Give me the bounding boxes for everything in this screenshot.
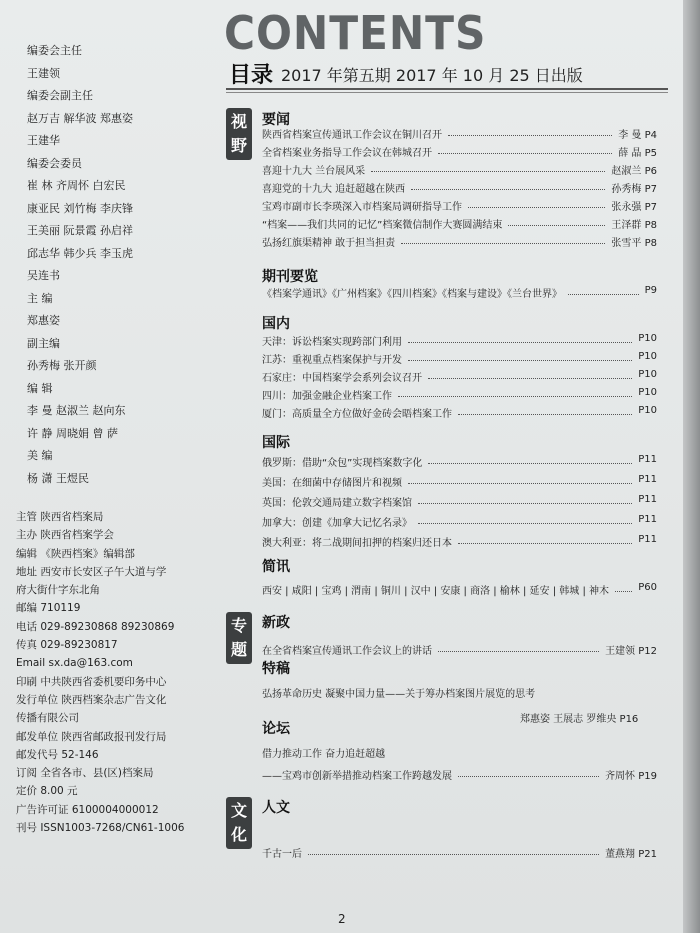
publication-line: 定价 8.00 元 bbox=[16, 785, 78, 798]
toc-entry-page: 李 曼 P4 bbox=[618, 130, 657, 141]
dot-leader bbox=[438, 153, 612, 154]
toc-entry-page: 王泽群 P8 bbox=[611, 220, 657, 231]
publication-line: 传真 029-89230817 bbox=[16, 639, 118, 652]
dot-leader bbox=[418, 523, 632, 524]
staff-line: 崔 林 齐周怀 白宏民 bbox=[27, 179, 126, 192]
dot-leader bbox=[428, 378, 632, 379]
toc-entry[interactable] bbox=[262, 369, 657, 385]
toc-entry-page: 孙秀梅 P7 bbox=[611, 184, 657, 195]
publication-line: 发行单位 陕西档案杂志广告文化 bbox=[16, 693, 167, 706]
toc-entry[interactable] bbox=[262, 845, 657, 861]
toc-entry-page: P10 bbox=[638, 405, 657, 416]
toc-entry-page: 薛 晶 P5 bbox=[618, 148, 657, 159]
staff-line: 编委会副主任 bbox=[27, 89, 93, 102]
toc-entry-page: 齐周怀 P19 bbox=[605, 771, 657, 782]
dot-leader bbox=[408, 360, 632, 361]
toc-entry[interactable] bbox=[262, 285, 657, 301]
toc-entry[interactable] bbox=[262, 162, 657, 178]
publication-line: 邮发代号 52-146 bbox=[16, 748, 99, 761]
toc-entry-title: 加拿大：创建《加拿大记忆名录》 bbox=[262, 518, 412, 529]
header-rule bbox=[226, 88, 668, 90]
dot-leader bbox=[308, 854, 599, 855]
toc-entry[interactable] bbox=[262, 514, 657, 530]
toc-entry-page: 张永强 P7 bbox=[611, 202, 657, 213]
toc-entry[interactable] bbox=[262, 234, 657, 250]
dot-leader bbox=[458, 776, 599, 777]
staff-line: 王建领 bbox=[27, 66, 60, 80]
page-binding bbox=[683, 0, 700, 933]
toc-entry-page: 董燕翔 P21 bbox=[605, 849, 657, 860]
tegao-ref: 郑惠姿 王展志 罗维央 P16 bbox=[520, 714, 639, 725]
toc-entry-title: 陕西省档案宣传通讯工作会议在铜川召开 bbox=[262, 130, 442, 141]
toc-entry-title: 美国：在细菌中存储图片和视频 bbox=[262, 478, 402, 489]
section-guoji: 国际 bbox=[262, 435, 290, 451]
toc-entry-page: P9 bbox=[644, 285, 657, 296]
toc-entry-page: P10 bbox=[638, 333, 657, 344]
publication-info bbox=[16, 508, 216, 837]
publication-line: Email sx.da@163.com bbox=[16, 657, 133, 670]
staff-line: 康亚民 刘竹梅 李庆锋 bbox=[27, 201, 133, 215]
staff-line: 王美丽 阮景霞 孙启祥 bbox=[27, 224, 133, 237]
toc-entry[interactable] bbox=[262, 582, 657, 598]
editorial-board bbox=[27, 40, 217, 490]
staff-line: 编委会主任 bbox=[27, 44, 82, 57]
toc-entry-title: 天津：诉讼档案实现跨部门利用 bbox=[262, 337, 402, 348]
dot-leader bbox=[448, 135, 612, 136]
toc-entry-title: 《档案学通讯》《广州档案》《四川档案》《档案与建设》《兰台世界》 bbox=[262, 289, 562, 300]
publication-line: 电话 029-89230868 89230869 bbox=[16, 620, 175, 633]
section-guonei: 国内 bbox=[262, 316, 290, 332]
staff-line: 邱志华 韩少兵 李玉虎 bbox=[27, 246, 133, 260]
tab-shiye-label: 视野 bbox=[230, 112, 247, 155]
publication-line: 编辑 《陕西档案》编辑部 bbox=[16, 547, 135, 560]
staff-line: 孙秀梅 张开颜 bbox=[27, 359, 97, 372]
toc-entry-title: 在全省档案宣传通讯工作会议上的讲话 bbox=[262, 646, 432, 657]
dot-leader bbox=[418, 503, 632, 504]
toc-entry[interactable] bbox=[262, 333, 657, 349]
tab-zhuanti bbox=[226, 612, 252, 664]
toc-entry-title: 厦门：高质量全方位做好金砖会晤档案工作 bbox=[262, 409, 452, 420]
staff-line: 许 静 周晓娟 曾 萨 bbox=[27, 426, 118, 440]
toc-entry-page: P11 bbox=[638, 454, 657, 465]
dot-leader bbox=[468, 207, 605, 208]
staff-line: 郑惠姿 bbox=[27, 314, 60, 327]
staff-line: 赵万吉 解华波 郑惠姿 bbox=[27, 111, 133, 125]
toc-entry[interactable] bbox=[262, 387, 657, 403]
toc-entry-title: 西安 | 咸阳 | 宝鸡 | 渭南 | 铜川 | 汉中 | 安康 | 商洛 | 榆林 | 延安 | 韩城 | 神木 bbox=[262, 586, 609, 597]
toc-entry-page: P11 bbox=[638, 474, 657, 485]
publication-line: 广告许可证 6100004000012 bbox=[16, 803, 159, 816]
publication-line: 传播有限公司 bbox=[16, 712, 79, 725]
toc-entry-title: 江苏：重视重点档案保护与开发 bbox=[262, 355, 402, 366]
toc-entry-title: 石家庄：中国档案学会系列会议召开 bbox=[262, 373, 422, 384]
toc-entry[interactable] bbox=[262, 494, 657, 510]
mulu-heading: 目录 bbox=[229, 63, 274, 88]
publication-line: 印刷 中共陕西省委机要印务中心 bbox=[16, 675, 167, 688]
toc-entry-title: 弘扬红旗渠精神 敢于担当担责 bbox=[262, 238, 396, 249]
dot-leader bbox=[438, 651, 599, 652]
publication-line: 订阅 全省各市、县(区)档案局 bbox=[16, 767, 154, 780]
tegao-title[interactable]: 弘扬革命历史 凝聚中国力量——关于筹办档案图片展览的思考 bbox=[262, 689, 536, 700]
toc-entry[interactable] bbox=[262, 144, 657, 160]
tab-wenhua-label: 文化 bbox=[230, 801, 247, 844]
staff-line: 美 编 bbox=[27, 449, 53, 462]
issue-date: 2017 年第五期 2017 年 10 月 25 日出版 bbox=[281, 66, 583, 85]
page-number: 2 bbox=[338, 912, 346, 926]
publication-line: 邮发单位 陕西省邮政报刊发行局 bbox=[16, 730, 167, 743]
tab-shiye bbox=[226, 108, 252, 160]
toc-entry-title: 喜迎十九大 兰台展风采 bbox=[262, 166, 366, 177]
toc-entry-page: P11 bbox=[638, 494, 657, 505]
header-rule-thin bbox=[226, 92, 668, 93]
dot-leader bbox=[401, 243, 605, 244]
toc-entry-page: 王建领 P12 bbox=[605, 646, 657, 657]
section-xinzheng: 新政 bbox=[262, 615, 290, 631]
section-qikan: 期刊要览 bbox=[262, 269, 318, 285]
toc-entry[interactable] bbox=[262, 180, 657, 196]
dot-leader bbox=[408, 483, 632, 484]
tab-zhuanti-label: 专题 bbox=[230, 616, 247, 659]
staff-line: 杨 潇 王煜民 bbox=[27, 471, 89, 485]
publication-line: 主管 陕西省档案局 bbox=[16, 511, 104, 523]
toc-entry-title: 四川：加强金融企业档案工作 bbox=[262, 391, 392, 402]
dot-leader bbox=[458, 414, 632, 415]
tab-wenhua bbox=[226, 797, 252, 849]
dot-leader bbox=[371, 171, 605, 172]
dot-leader bbox=[508, 225, 605, 226]
section-luntan: 论坛 bbox=[262, 721, 290, 737]
staff-line: 王建华 bbox=[27, 134, 60, 147]
toc-entry-page: 赵淑兰 P6 bbox=[611, 166, 657, 177]
toc-entry-page: P60 bbox=[638, 582, 657, 593]
toc-entry-title: “档案——我们共同的记忆”档案微信制作大赛圆满结束 bbox=[262, 220, 503, 231]
toc-entry-page: P10 bbox=[638, 351, 657, 362]
staff-line: 李 曼 赵淑兰 赵向东 bbox=[27, 404, 126, 417]
toc-entry-page: P11 bbox=[638, 514, 657, 525]
toc-entry-title: ——宝鸡市创新举措推动档案工作跨越发展 bbox=[262, 771, 452, 782]
section-jianxun: 简讯 bbox=[262, 559, 290, 575]
publication-line: 刊号 ISSN1003-7268/CN61-1006 bbox=[16, 822, 185, 835]
staff-list bbox=[27, 40, 217, 490]
toc-entry-title: 英国：伦敦交通局建立数字档案馆 bbox=[262, 498, 412, 509]
toc-entry-page: P11 bbox=[638, 534, 657, 545]
dot-leader bbox=[408, 342, 632, 343]
dot-leader bbox=[398, 396, 632, 397]
toc-entry[interactable] bbox=[262, 642, 657, 658]
section-yaowen: 要闻 bbox=[262, 112, 290, 128]
staff-line: 编委会委员 bbox=[27, 156, 82, 170]
publication-line: 府大街什字东北角 bbox=[16, 584, 100, 597]
section-renwen: 人文 bbox=[262, 800, 290, 816]
toc-entry[interactable] bbox=[262, 351, 657, 367]
toc-entry[interactable] bbox=[262, 405, 657, 421]
toc-entry-page: 张雪平 P8 bbox=[611, 238, 657, 249]
dot-leader bbox=[411, 189, 605, 190]
toc-entry[interactable] bbox=[262, 454, 657, 470]
toc-entry[interactable] bbox=[262, 534, 657, 550]
dot-leader bbox=[568, 294, 639, 295]
dot-leader bbox=[428, 463, 632, 464]
publication-line: 邮编 710119 bbox=[16, 602, 81, 615]
toc-entry-page: P10 bbox=[638, 387, 657, 398]
toc-entry-title: 宝鸡市副市长李瑛深入市档案局调研指导工作 bbox=[262, 202, 462, 213]
staff-line: 编 辑 bbox=[27, 381, 53, 395]
publication-line: 主办 陕西省档案学会 bbox=[16, 529, 114, 542]
contents-title: CONTENTS bbox=[224, 6, 487, 60]
toc-entry-title: 千古一后 bbox=[262, 849, 302, 860]
toc-entry-title: 澳大利亚：将二战期间扣押的档案归还日本 bbox=[262, 538, 452, 549]
staff-line: 吴连书 bbox=[27, 269, 60, 282]
staff-line: 副主编 bbox=[27, 336, 60, 350]
dot-leader bbox=[615, 591, 632, 592]
toc-entry-page: P10 bbox=[638, 369, 657, 380]
luntan-title[interactable]: 借力推动工作 奋力追赶超越 bbox=[262, 749, 386, 760]
toc-entry[interactable] bbox=[262, 216, 657, 232]
toc-entry[interactable] bbox=[262, 126, 657, 142]
toc-entry-title: 俄罗斯：借助“众包”实现档案数字化 bbox=[262, 458, 423, 469]
toc-entry-title: 全省档案业务指导工作会议在韩城召开 bbox=[262, 148, 432, 159]
toc-entry[interactable] bbox=[262, 474, 657, 490]
toc-entry[interactable] bbox=[262, 767, 657, 783]
section-tegao: 特稿 bbox=[262, 661, 290, 677]
publication-line: 地址 西安市长安区子午大道与学 bbox=[16, 565, 167, 578]
dot-leader bbox=[458, 543, 632, 544]
toc-entry[interactable] bbox=[262, 198, 657, 214]
toc-entry-title: 喜迎党的十九大 追赶超越在陕西 bbox=[262, 184, 406, 195]
staff-line: 主 编 bbox=[27, 291, 53, 305]
